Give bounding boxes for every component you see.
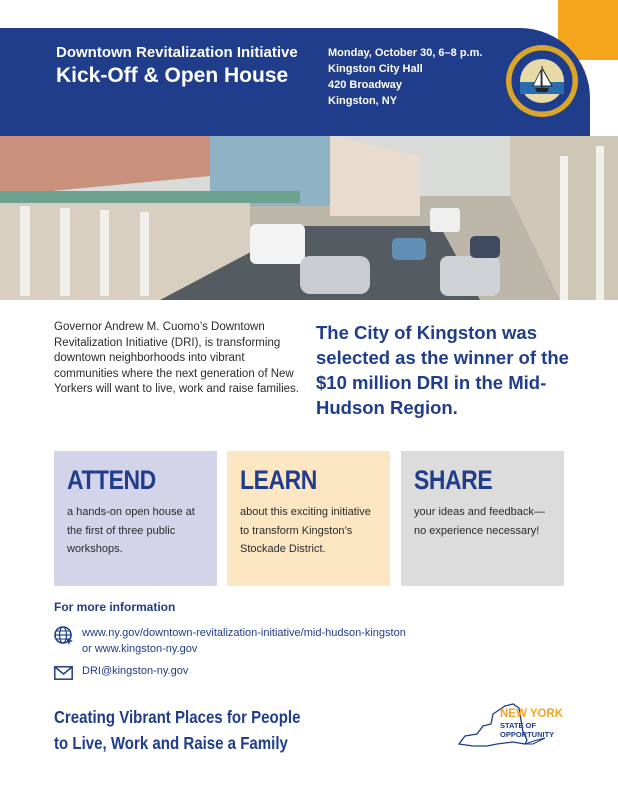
learn-title: LEARN: [240, 465, 317, 495]
tagline: [54, 704, 300, 756]
attend-title: ATTEND: [67, 465, 156, 495]
attend-box: [54, 451, 217, 586]
event-address: 420 Broadway: [328, 79, 402, 91]
email-link[interactable]: DRI@kingston-ny.gov: [82, 665, 189, 677]
share-title: SHARE: [414, 465, 493, 495]
event-subtitle: Downtown Revitalization Initiative: [56, 44, 298, 61]
city-seal-icon: [505, 44, 579, 118]
website-link-secondary[interactable]: or www.kingston-ny.gov: [82, 643, 198, 655]
header-banner: [0, 0, 618, 138]
headline: The City of Kingston was selected as the winner of the $10 million DRI in the Mid-Hudson Region.: [316, 322, 569, 418]
event-title: Kick-Off & Open House: [56, 64, 289, 87]
globe-icon: [54, 626, 74, 646]
share-box: [401, 451, 564, 586]
nys-logo-text: [500, 708, 563, 739]
nys-logo-line1: NEW YORK: [500, 708, 564, 720]
more-info-heading: For more information: [54, 600, 176, 614]
learn-box: [227, 451, 390, 586]
event-date: Monday, October 30, 6–8 p.m.: [328, 47, 483, 59]
nys-logo-line3: OPPORTUNITY: [500, 730, 555, 739]
website-links: [82, 625, 406, 657]
event-city: Kingston, NY: [328, 95, 398, 107]
share-body: your ideas and feedback—no experience necessary!: [414, 506, 545, 537]
nys-logo-line2: STATE OF: [500, 721, 536, 730]
learn-body: about this exciting initiative to transform Kingston’s Stockade District.: [240, 506, 371, 555]
website-link-primary[interactable]: www.ny.gov/downtown-revitalization-initiative/mid-hudson-kingston: [82, 627, 406, 639]
event-venue: Kingston City Hall: [328, 63, 423, 75]
street-photo: [0, 136, 618, 300]
envelope-icon: [54, 666, 73, 680]
attend-body: a hands-on open house at the first of three public workshops.: [67, 506, 195, 555]
tagline-line1: Creating Vibrant Places for People: [54, 707, 301, 727]
tagline-line2: to Live, Work and Raise a Family: [54, 733, 288, 753]
event-details: [328, 45, 482, 109]
intro-paragraph: Governor Andrew M. Cuomo’s Downtown Revitalization Initiative (DRI), is transforming downtown neighborhoods into vibrant communities where the next generation of New Yorkers will want to live, work and raise families.: [54, 321, 299, 395]
